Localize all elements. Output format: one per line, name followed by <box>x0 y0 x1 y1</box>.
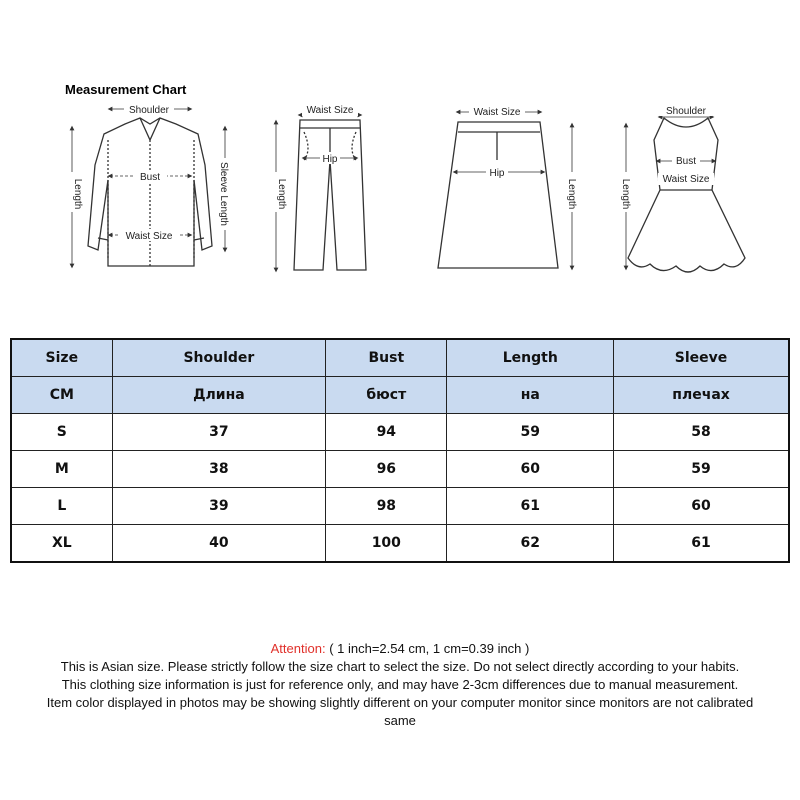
skirt-diagram <box>438 122 558 268</box>
cell-shoulder: 38 <box>112 451 326 488</box>
cell-bust: 98 <box>326 488 447 525</box>
attention-label: Attention: <box>270 641 326 656</box>
header-size: Size <box>11 339 112 377</box>
cell-length: 59 <box>447 414 614 451</box>
skirt-hip-label: Hip <box>489 168 505 179</box>
cell-bust: 94 <box>326 414 447 451</box>
header-bust: Bust <box>326 339 447 377</box>
dress-waist-label: Waist Size <box>662 174 710 185</box>
note-line-3: Item color displayed in photos may be showing slightly different on your computer monitor since monitors are not calibrated <box>46 695 754 710</box>
dress-bust-label: Bust <box>675 156 697 167</box>
shirt-bust-label: Bust <box>139 172 161 183</box>
table-row <box>11 488 789 525</box>
cell-sleeve: 58 <box>614 414 789 451</box>
garment-diagrams <box>0 0 800 300</box>
dress-diagram <box>628 118 745 272</box>
cell-sleeve: 59 <box>614 451 789 488</box>
note-line-4: same <box>384 713 416 728</box>
size-notes <box>0 640 800 730</box>
subheader-sleeve-ru: плечах <box>614 377 789 414</box>
pants-diagram <box>294 120 366 270</box>
cell-size: M <box>11 451 112 488</box>
pants-waist-label: Waist Size <box>306 105 354 116</box>
cell-shoulder: 39 <box>112 488 326 525</box>
skirt-length-label: Length <box>566 178 577 210</box>
table-row <box>11 414 789 451</box>
dress-shoulder-label: Shoulder <box>665 106 707 117</box>
cell-size: XL <box>11 525 112 563</box>
cell-length: 62 <box>447 525 614 563</box>
cell-sleeve: 61 <box>614 525 789 563</box>
shirt-shoulder-label: Shoulder <box>128 105 170 116</box>
pants-hip-label: Hip <box>322 154 338 165</box>
cell-size: S <box>11 414 112 451</box>
note-line-1: This is Asian size. Please strictly follow the size chart to select the size. Do not select directly according to your habits. <box>60 659 740 674</box>
cell-shoulder: 40 <box>112 525 326 563</box>
cell-sleeve: 60 <box>614 488 789 525</box>
shirt-length-label: Length <box>72 178 83 210</box>
measurement-chart-title: Measurement Chart <box>65 82 187 97</box>
subheader-shoulder-ru: Длина <box>112 377 326 414</box>
table-header-row <box>11 339 789 377</box>
header-shoulder: Shoulder <box>112 339 326 377</box>
cell-shoulder: 37 <box>112 414 326 451</box>
header-sleeve: Sleeve <box>614 339 789 377</box>
size-table <box>10 338 790 563</box>
shirt-diagram <box>88 118 212 266</box>
note-line-2: This clothing size information is just for reference only, and may have 2-3cm differences due to manual measurement. <box>61 677 739 692</box>
cell-size: L <box>11 488 112 525</box>
subheader-bust-ru: бюст <box>326 377 447 414</box>
cell-length: 60 <box>447 451 614 488</box>
attention-text: ( 1 inch=2.54 cm, 1 cm=0.39 inch ) <box>329 641 530 656</box>
pants-length-label: Length <box>276 178 287 210</box>
subheader-cm: CM <box>11 377 112 414</box>
table-subheader-row <box>11 377 789 414</box>
skirt-waist-label: Waist Size <box>473 107 521 118</box>
header-length: Length <box>447 339 614 377</box>
table-row <box>11 451 789 488</box>
cell-bust: 96 <box>326 451 447 488</box>
cell-length: 61 <box>447 488 614 525</box>
table-row <box>11 525 789 563</box>
cell-bust: 100 <box>326 525 447 563</box>
attention-line <box>0 640 800 658</box>
dress-length-label: Length <box>620 178 631 210</box>
shirt-waist-label: Waist Size <box>125 231 173 242</box>
subheader-length-ru: на <box>447 377 614 414</box>
shirt-sleeve-length-label: Sleeve Length <box>218 162 229 226</box>
